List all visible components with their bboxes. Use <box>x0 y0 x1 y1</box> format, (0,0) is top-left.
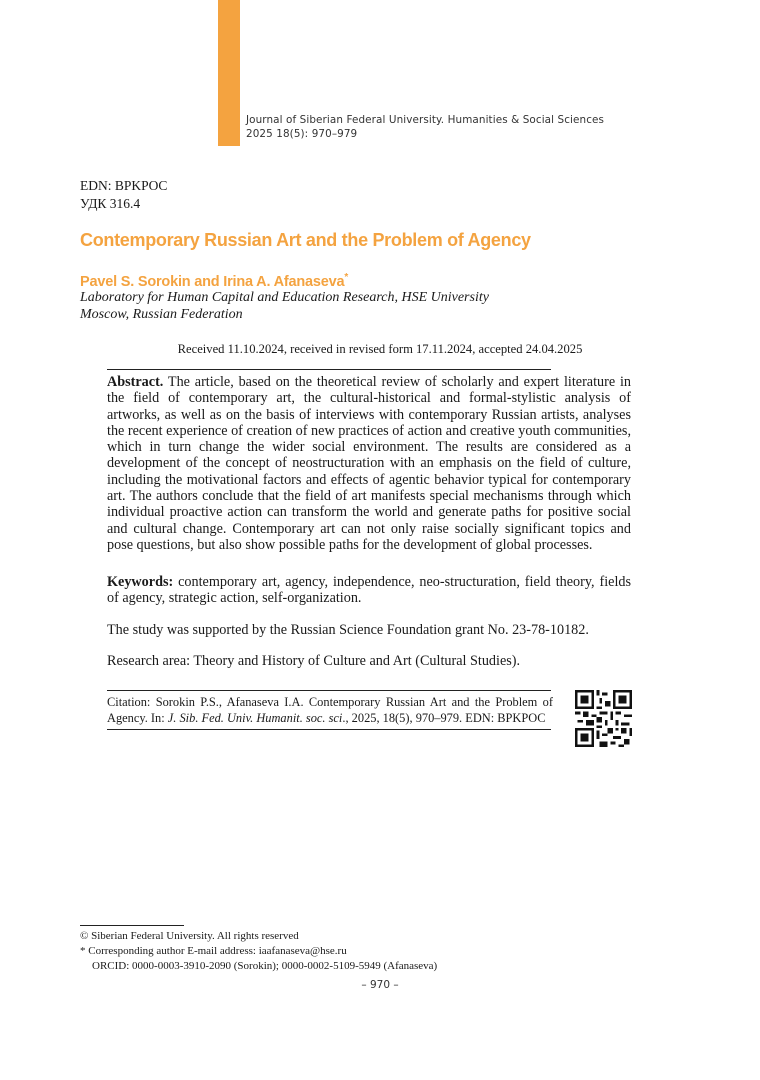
received-dates: Received 11.10.2024, received in revised form 17.11.2024, accepted 24.04.2025 <box>177 342 583 356</box>
citation-suffix: ., 2025, 18(5), 970–979. EDN: BPKPOC <box>342 711 546 725</box>
journal-header <box>246 113 604 141</box>
citation-top-rule <box>107 690 551 691</box>
citation-prefix: Citation: Sorokin P.S., Afanaseva I.A. Contemporary Russian Art and the Problem of Agency. In: <box>107 695 553 725</box>
corresponding-mark: * <box>344 272 349 283</box>
qr-code-icon[interactable] <box>575 690 632 747</box>
footnote-rule <box>80 925 184 926</box>
research-area: Research area: Theory and History of Culture and Art (Cultural Studies). <box>107 653 521 669</box>
udk-code: УДК 316.4 <box>80 196 141 211</box>
footnotes <box>80 929 437 974</box>
keywords <box>107 574 631 607</box>
author-names: Pavel S. Sorokin and Irina A. Afanaseva <box>80 273 345 290</box>
edn-code: EDN: BPKPOC <box>80 178 168 193</box>
abstract-label: Abstract. <box>107 374 164 390</box>
abstract <box>107 374 631 553</box>
classification-codes <box>80 177 167 213</box>
keywords-text: contemporary art, agency, independence, neo-structuration, field theory, fields of agency, strategic action, self-organization. <box>107 574 631 607</box>
page-number: – 970 – <box>361 979 399 991</box>
journal-name: Journal of Siberian Federal University. Humanities & Social Sciences <box>246 114 605 126</box>
corresponding-author-note: * Corresponding author E-mail address: iaafanaseva@hse.ru <box>80 945 347 957</box>
header-accent-bar <box>218 0 240 146</box>
affiliation-line-1: Laboratory for Human Capital and Education Research, HSE University <box>80 290 489 305</box>
article-authors <box>80 272 348 290</box>
abstract-text: The article, based on the theoretical review of scholarly and expert literature in the field of contemporary art, the cultural-historical and formal-stylistic analysis of artworks, as well as on the basis of interviews with contemporary Russian artists, analyses the recent experience of creation of new practices of action and creative youth communities, which in turn change the wider social environment. The results are considered as a development of the concept of neostructuration with an emphasis on the field of culture, including the motivational factors and effects of agentic behavior typical for contemporary art. The authors conclude that the field of art manifests special mechanisms through which individual proactive action can transform the world and generate paths for positive social and cultural change. Contemporary art can not only raise socially significant topics and pose questions, but also show possible paths for the development of global processes. <box>107 374 631 553</box>
citation-journal: J. Sib. Fed. Univ. Humanit. soc. sci <box>167 711 343 725</box>
citation-bottom-rule <box>107 729 551 730</box>
affiliation <box>80 289 489 323</box>
affiliation-line-2: Moscow, Russian Federation <box>80 307 243 322</box>
article-title: Contemporary Russian Art and the Problem of Agency <box>80 230 531 250</box>
funding-note: The study was supported by the Russian Science Foundation grant No. 23-78-10182. <box>107 622 589 638</box>
abstract-top-rule <box>107 369 551 370</box>
citation <box>107 694 553 726</box>
keywords-label: Keywords: <box>107 574 174 590</box>
copyright-note: © Siberian Federal University. All rights reserved <box>80 930 299 942</box>
orcid-note: ORCID: 0000-0003-3910-2090 (Sorokin); 0000-0002-5109-5949 (Afanaseva) <box>92 960 438 972</box>
journal-issue: 2025 18(5): 970–979 <box>246 128 358 140</box>
